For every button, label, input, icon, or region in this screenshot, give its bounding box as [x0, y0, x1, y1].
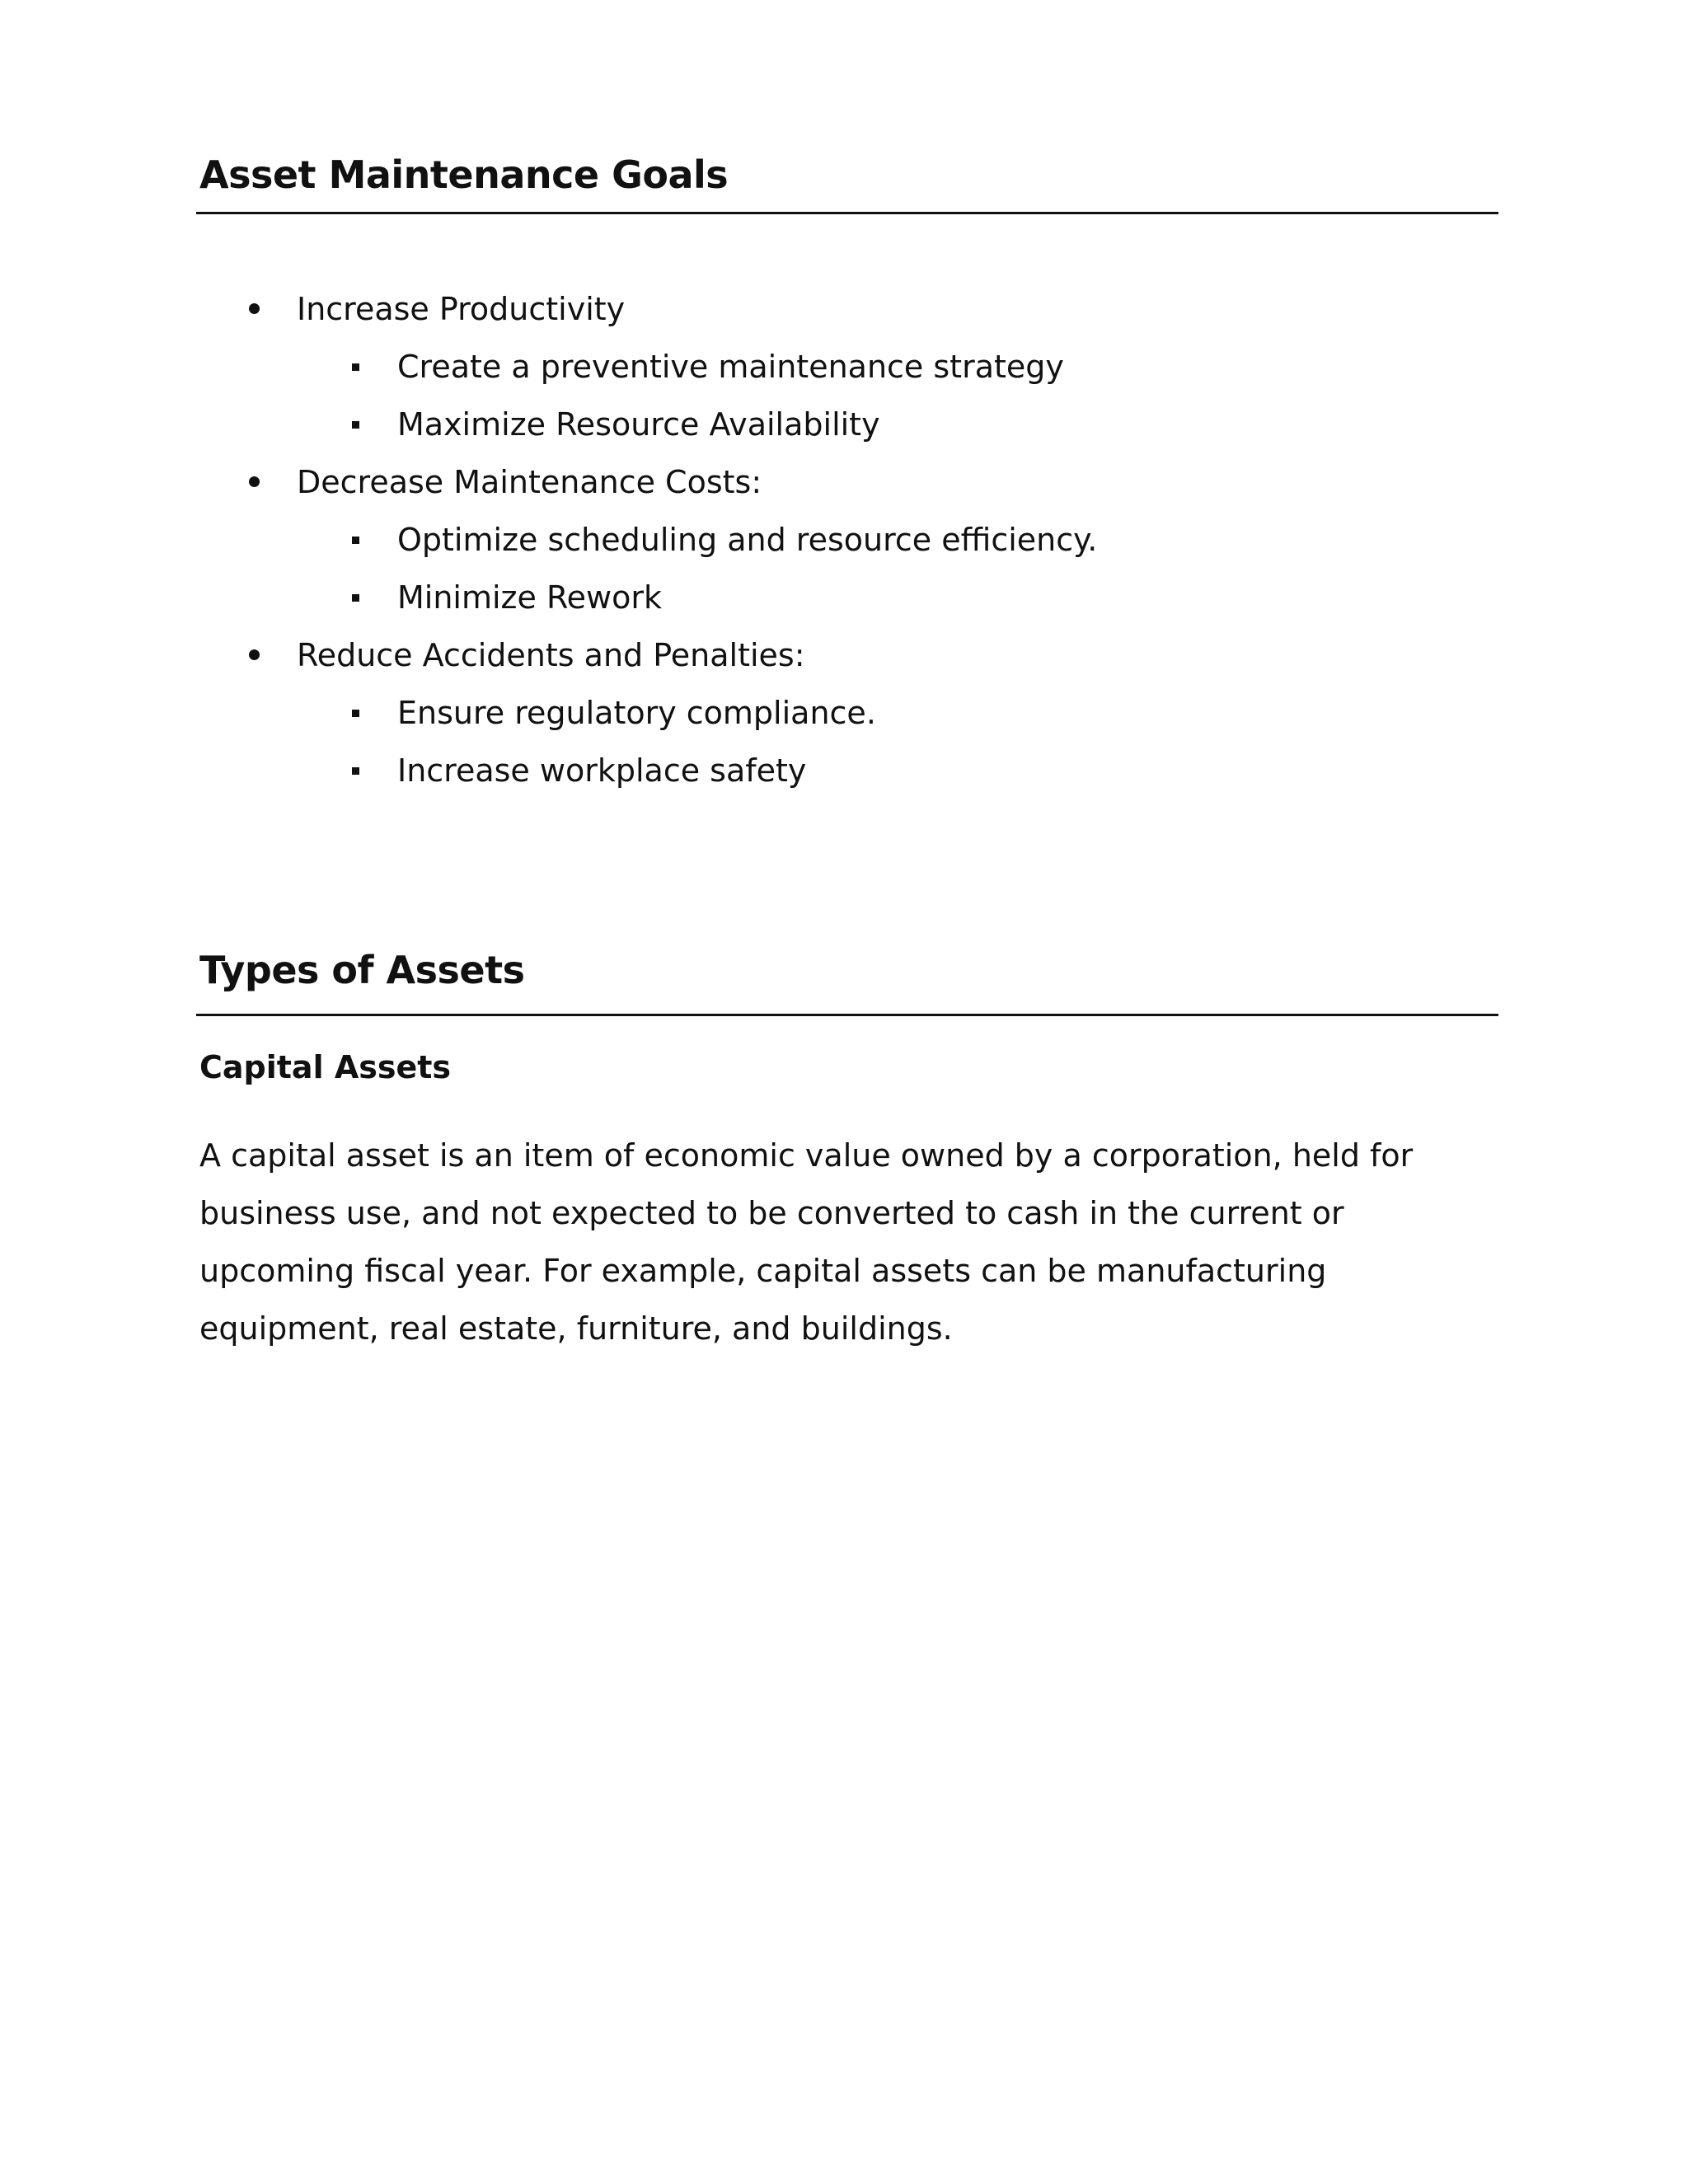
- round-bullet-icon: [249, 303, 260, 314]
- square-bullet-icon: [352, 594, 359, 602]
- types-of-assets-section: [196, 944, 1498, 1357]
- subgoals-list: [297, 684, 1498, 799]
- section-divider: [196, 212, 1498, 214]
- round-bullet-icon: [249, 649, 260, 660]
- square-bullet-icon: [352, 421, 359, 429]
- goal-item: [196, 626, 1498, 799]
- section-divider: [196, 1014, 1498, 1016]
- subgoal-item: [297, 511, 1498, 569]
- subgoal-label: Optimize scheduling and resource efficiency.: [397, 522, 1098, 558]
- subgoal-label: Maximize Resource Availability: [397, 406, 880, 443]
- asset-maintenance-goals-section: [196, 148, 1498, 799]
- subgoal-label: Ensure regulatory compliance.: [397, 695, 876, 731]
- subgoal-label: Increase workplace safety: [397, 752, 807, 789]
- goal-label: Increase Productivity: [297, 291, 626, 327]
- subgoal-label: Create a preventive maintenance strategy: [397, 349, 1064, 385]
- subgoals-list: [297, 338, 1498, 453]
- subgoals-list: [297, 511, 1498, 626]
- square-bullet-icon: [352, 537, 359, 544]
- goal-label: Decrease Maintenance Costs:: [297, 464, 762, 500]
- goal-item: [196, 280, 1498, 453]
- section-title: Types of Assets: [199, 948, 525, 992]
- subgoal-item: [297, 569, 1498, 626]
- square-bullet-icon: [352, 767, 359, 775]
- capital-assets-paragraph: A capital asset is an item of economic value owned by a corporation, held for business use, and not expected to be converted to cash in the current or upcoming fiscal year. For example, capital assets can be manufacturing equipment, real estate, furniture, and buildings.: [199, 1137, 1414, 1347]
- capital-assets-heading: Capital Assets: [199, 1049, 452, 1085]
- round-bullet-icon: [249, 476, 260, 487]
- square-bullet-icon: [352, 363, 359, 371]
- subgoal-item: [297, 396, 1498, 453]
- subgoal-item: [297, 742, 1498, 799]
- goal-label: Reduce Accidents and Penalties:: [297, 637, 805, 673]
- goal-item: [196, 453, 1498, 626]
- subgoal-item: [297, 684, 1498, 742]
- section-title: Asset Maintenance Goals: [199, 152, 729, 197]
- subgoal-item: [297, 338, 1498, 396]
- subgoal-label: Minimize Rework: [397, 579, 662, 616]
- square-bullet-icon: [352, 710, 359, 717]
- goals-list: [196, 280, 1498, 799]
